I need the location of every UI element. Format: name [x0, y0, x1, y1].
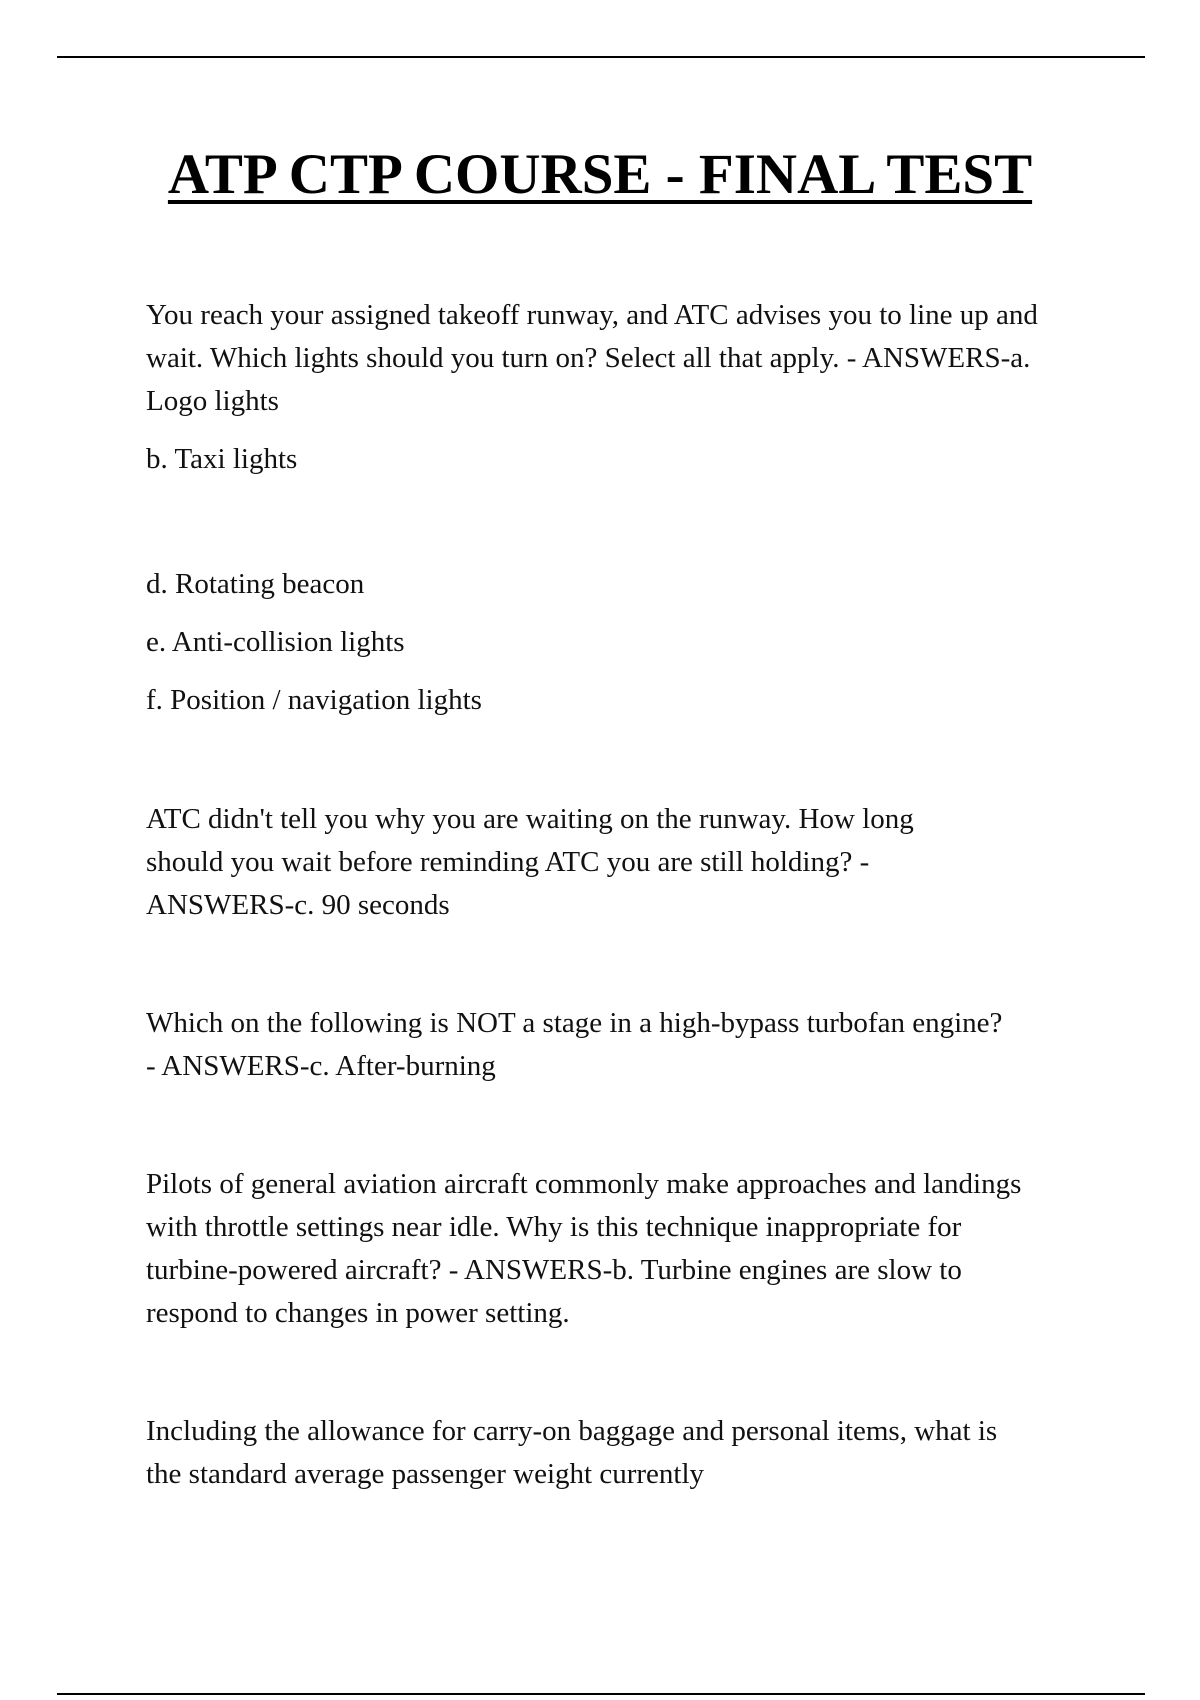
- document-title: ATP CTP COURSE - FINAL TEST: [167, 143, 1033, 206]
- answer-option: f. Position / navigation lights: [146, 684, 482, 716]
- blank-gap: [146, 1335, 1076, 1410]
- blank-gap: [146, 722, 1076, 798]
- blank-gap: [146, 927, 1076, 1002]
- answer-option: e. Anti-collision lights: [146, 626, 405, 658]
- document-body: [146, 294, 1076, 1496]
- question-text: Including the allowance for carry-on baggage and personal items, what is the standard average passenger weight currently: [146, 1415, 998, 1490]
- blank-gap: [146, 1088, 1076, 1163]
- question-text: ATC didn't tell you why you are waiting on the runway. How long should you wait before reminding ATC you are still holding? - ANSWERS-c. 90 seconds: [146, 803, 914, 921]
- answer-option: b. Taxi lights: [146, 443, 298, 475]
- top-rule: [57, 56, 1145, 58]
- blank-gap: [146, 481, 1076, 548]
- bottom-rule: [57, 1693, 1145, 1695]
- question-text: You reach your assigned takeoff runway, and ATC advises you to line up and wait. Which lights should you turn on? Select all that apply. - ANSWERS-a. Logo lights: [146, 299, 1038, 417]
- question-text: Pilots of general aviation aircraft commonly make approaches and landings with throttle settings near idle. Why is this technique inappropriate for turbine-powered aircraft? - ANSWERS-b. Turbine engines are slow to respond to changes in power setting.: [146, 1168, 1022, 1329]
- question-text: Which on the following is NOT a stage in a high-bypass turbofan engine? - ANSWERS-c. After-burning: [146, 1007, 1003, 1082]
- answer-option: d. Rotating beacon: [146, 568, 365, 600]
